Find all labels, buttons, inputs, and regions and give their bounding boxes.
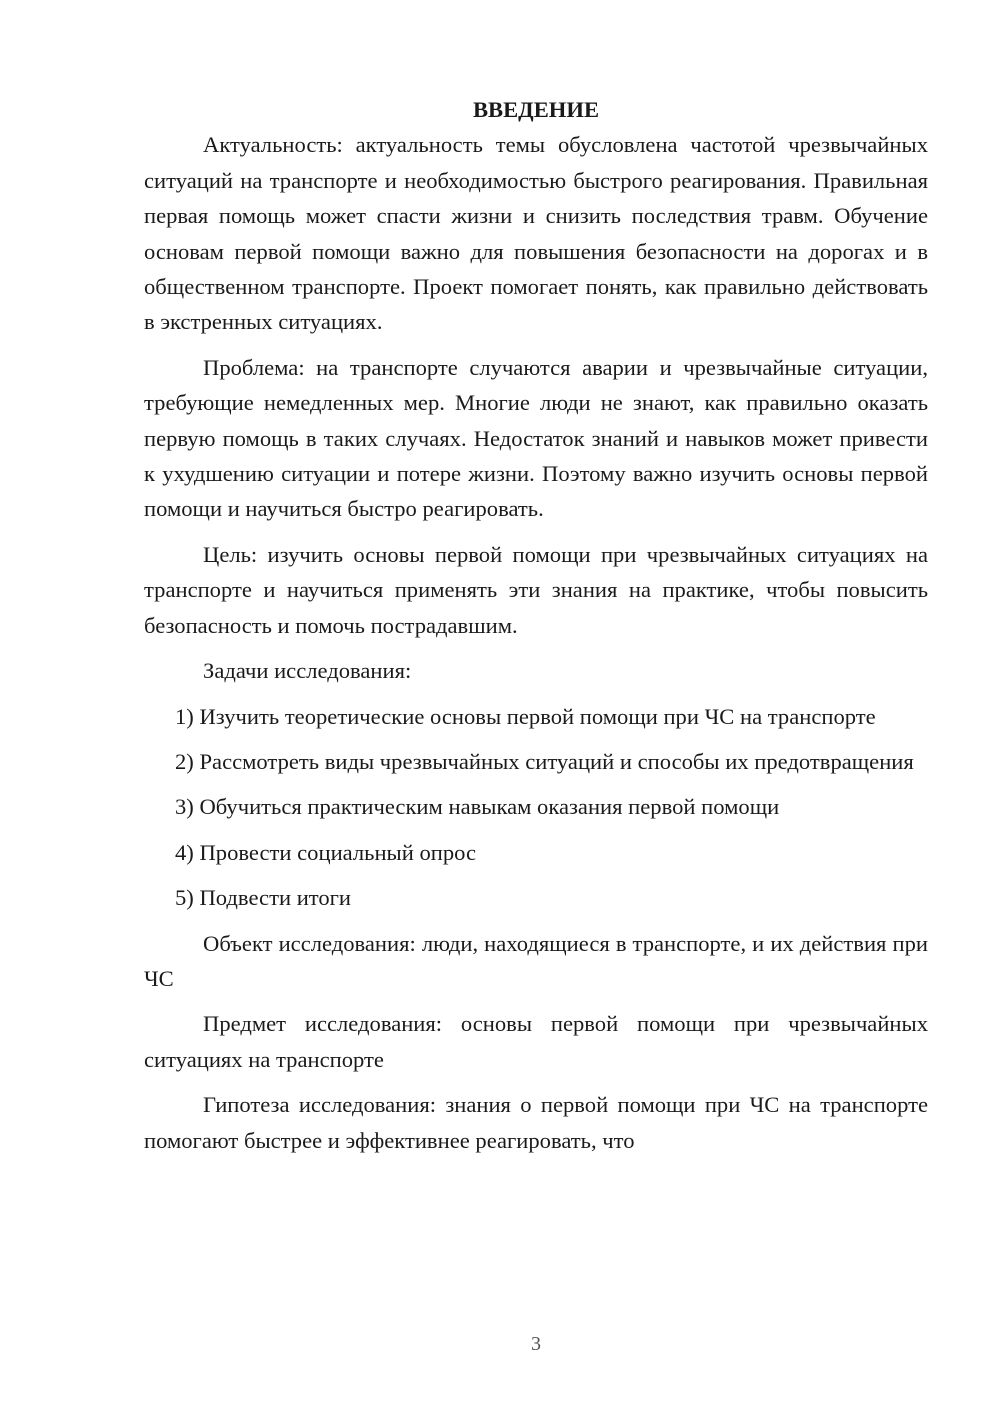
paragraph-goal: Цель: изучить основы первой помощи при чрезвычайных ситуациях на транспорте и научиться применять эти знания на практике, чтобы повысить безопасность и помочь пострадавшим. bbox=[144, 541, 928, 638]
section-title: ВВЕДЕНИЕ bbox=[472, 97, 600, 122]
page-number: 3 bbox=[531, 1333, 541, 1355]
task-item-2: 2) Рассмотреть виды чрезвычайных ситуаций и способы их предотвращения bbox=[175, 748, 914, 774]
paragraph-object: Объект исследования: люди, находящиеся в транспорте, и их действия при ЧС bbox=[144, 930, 928, 991]
task-item-4: 4) Провести социальный опрос bbox=[175, 839, 477, 865]
page-content bbox=[144, 92, 928, 1168]
paragraph-tasks-heading: Задачи исследования: bbox=[203, 658, 412, 684]
paragraph-relevance: Актуальность: актуальность темы обусловлена частотой чрезвычайных ситуаций на транспорте и необходимостью быстрого реагирования. Правильная первая помощь может спасти жизни и снизить последствия травм. Обучение основам первой помощи важно для повышения безопасности на дорогах и в общественном транспорте. Проект помогает понять, как правильно действовать в экстренных ситуациях. bbox=[144, 132, 928, 335]
task-item-5: 5) Подвести итоги bbox=[175, 885, 352, 911]
task-item-1: 1) Изучить теоретические основы первой помощи при ЧС на транспорте bbox=[175, 703, 876, 729]
paragraph-subject: Предмет исследования: основы первой помощи при чрезвычайных ситуациях на транспорте bbox=[144, 1011, 928, 1072]
task-item-3: 3) Обучиться практическим навыкам оказания первой помощи bbox=[175, 794, 780, 820]
paragraph-hypothesis: Гипотеза исследования: знания о первой помощи при ЧС на транспорте помогают быстрее и эффективнее реагировать, что bbox=[144, 1092, 928, 1153]
paragraph-problem: Проблема: на транспорте случаются аварии и чрезвычайные ситуации, требующие немедленных мер. Многие люди не знают, как правильно оказать первую помощь в таких случаях. Недостаток знаний и навыков может привести к ухудшению ситуации и потере жизни. Поэтому важно изучить основы первой помощи и научиться быстро реагировать. bbox=[144, 354, 928, 522]
